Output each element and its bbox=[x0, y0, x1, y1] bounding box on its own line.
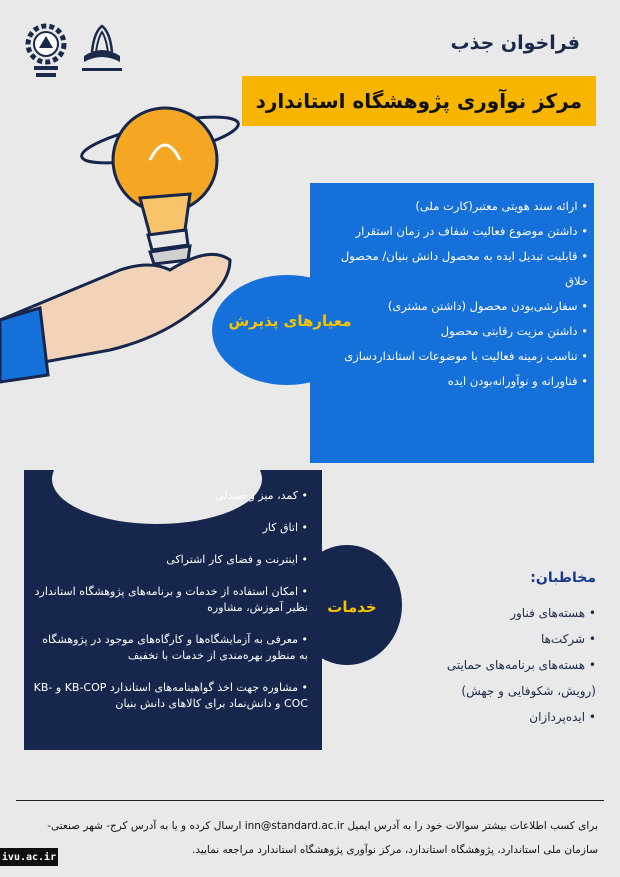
criteria-item: • داشتن مزیت رقابتی محصول bbox=[338, 319, 588, 344]
services-list bbox=[30, 488, 308, 728]
service-item: • اتاق کار bbox=[30, 520, 308, 536]
audience-item: • هسته‌های برنامه‌های حمایتی (رویش، شکوفایی و جهش) bbox=[406, 652, 596, 704]
criteria-item: • ارائه سند هویتی معتبر(کارت ملی) bbox=[338, 194, 588, 219]
footer-divider bbox=[16, 800, 604, 801]
service-item: • اینترنت و فضای کار اشتراکی bbox=[30, 552, 308, 568]
criteria-item: • سفارشی‌بودن محصول (داشتن مشتری) bbox=[338, 294, 588, 319]
criteria-item: • فناورانه و نوآورانه‌بودن ایده bbox=[338, 369, 588, 394]
audience-title: مخاطبان: bbox=[530, 570, 596, 586]
audience-item: • هسته‌های فناور bbox=[406, 600, 596, 626]
criteria-label: معیارهای پذیرش bbox=[228, 312, 352, 330]
criteria-item: • داشتن موضوع فعالیت شفاف در زمان استقرار bbox=[338, 219, 588, 244]
service-item: • مشاوره جهت اخذ گواهینامه‌های استاندارد KB-COP و KB-COC و دانش‌نماد برای کالاهای دانش بنیان bbox=[30, 680, 308, 712]
criteria-item: • تناسب زمینه فعالیت با موضوعات استانداردسازی bbox=[338, 344, 588, 369]
criteria-item: • قابلیت تبدیل ایده به محصول دانش بنیان/ محصول خلاق bbox=[338, 244, 588, 294]
service-item: • کمد، میز و صندلی bbox=[30, 488, 308, 504]
service-item: • امکان استفاده از خدمات و برنامه‌های پژوهشگاه استاندارد نظیر آموزش، مشاوره bbox=[30, 584, 308, 616]
audience-list bbox=[406, 600, 596, 730]
audience-item: • شرکت‌ها bbox=[406, 626, 596, 652]
headline: فراخوان جذب bbox=[450, 32, 580, 54]
service-item: • معرفی به آزمایشگاه‌ها و کارگاه‌های موجود در پژوهشگاه به منظور بهره‌مندی از خدمات با تخفیف bbox=[30, 632, 308, 664]
footer-contact-text: برای کسب اطلاعات بیشتر سوالات خود را به آدرس ایمیل inn@standard.ac.ir ارسال کرده و یا به آدرس کرج- شهر صنعتی- سازمان ملی استاندارد، پژوهشگاه استاندارد، مرکز نوآوری پژوهشگاه استاندارد مراجعه نمایید. bbox=[47, 820, 598, 856]
criteria-list bbox=[338, 194, 588, 394]
audience-item: • ایده‌پردازان bbox=[406, 704, 596, 730]
page-title: مرکز نوآوری پژوهشگاه استاندارد bbox=[255, 89, 582, 113]
services-label: خدمات bbox=[327, 598, 377, 616]
site-badge[interactable]: ivu.ac.ir bbox=[0, 848, 58, 866]
